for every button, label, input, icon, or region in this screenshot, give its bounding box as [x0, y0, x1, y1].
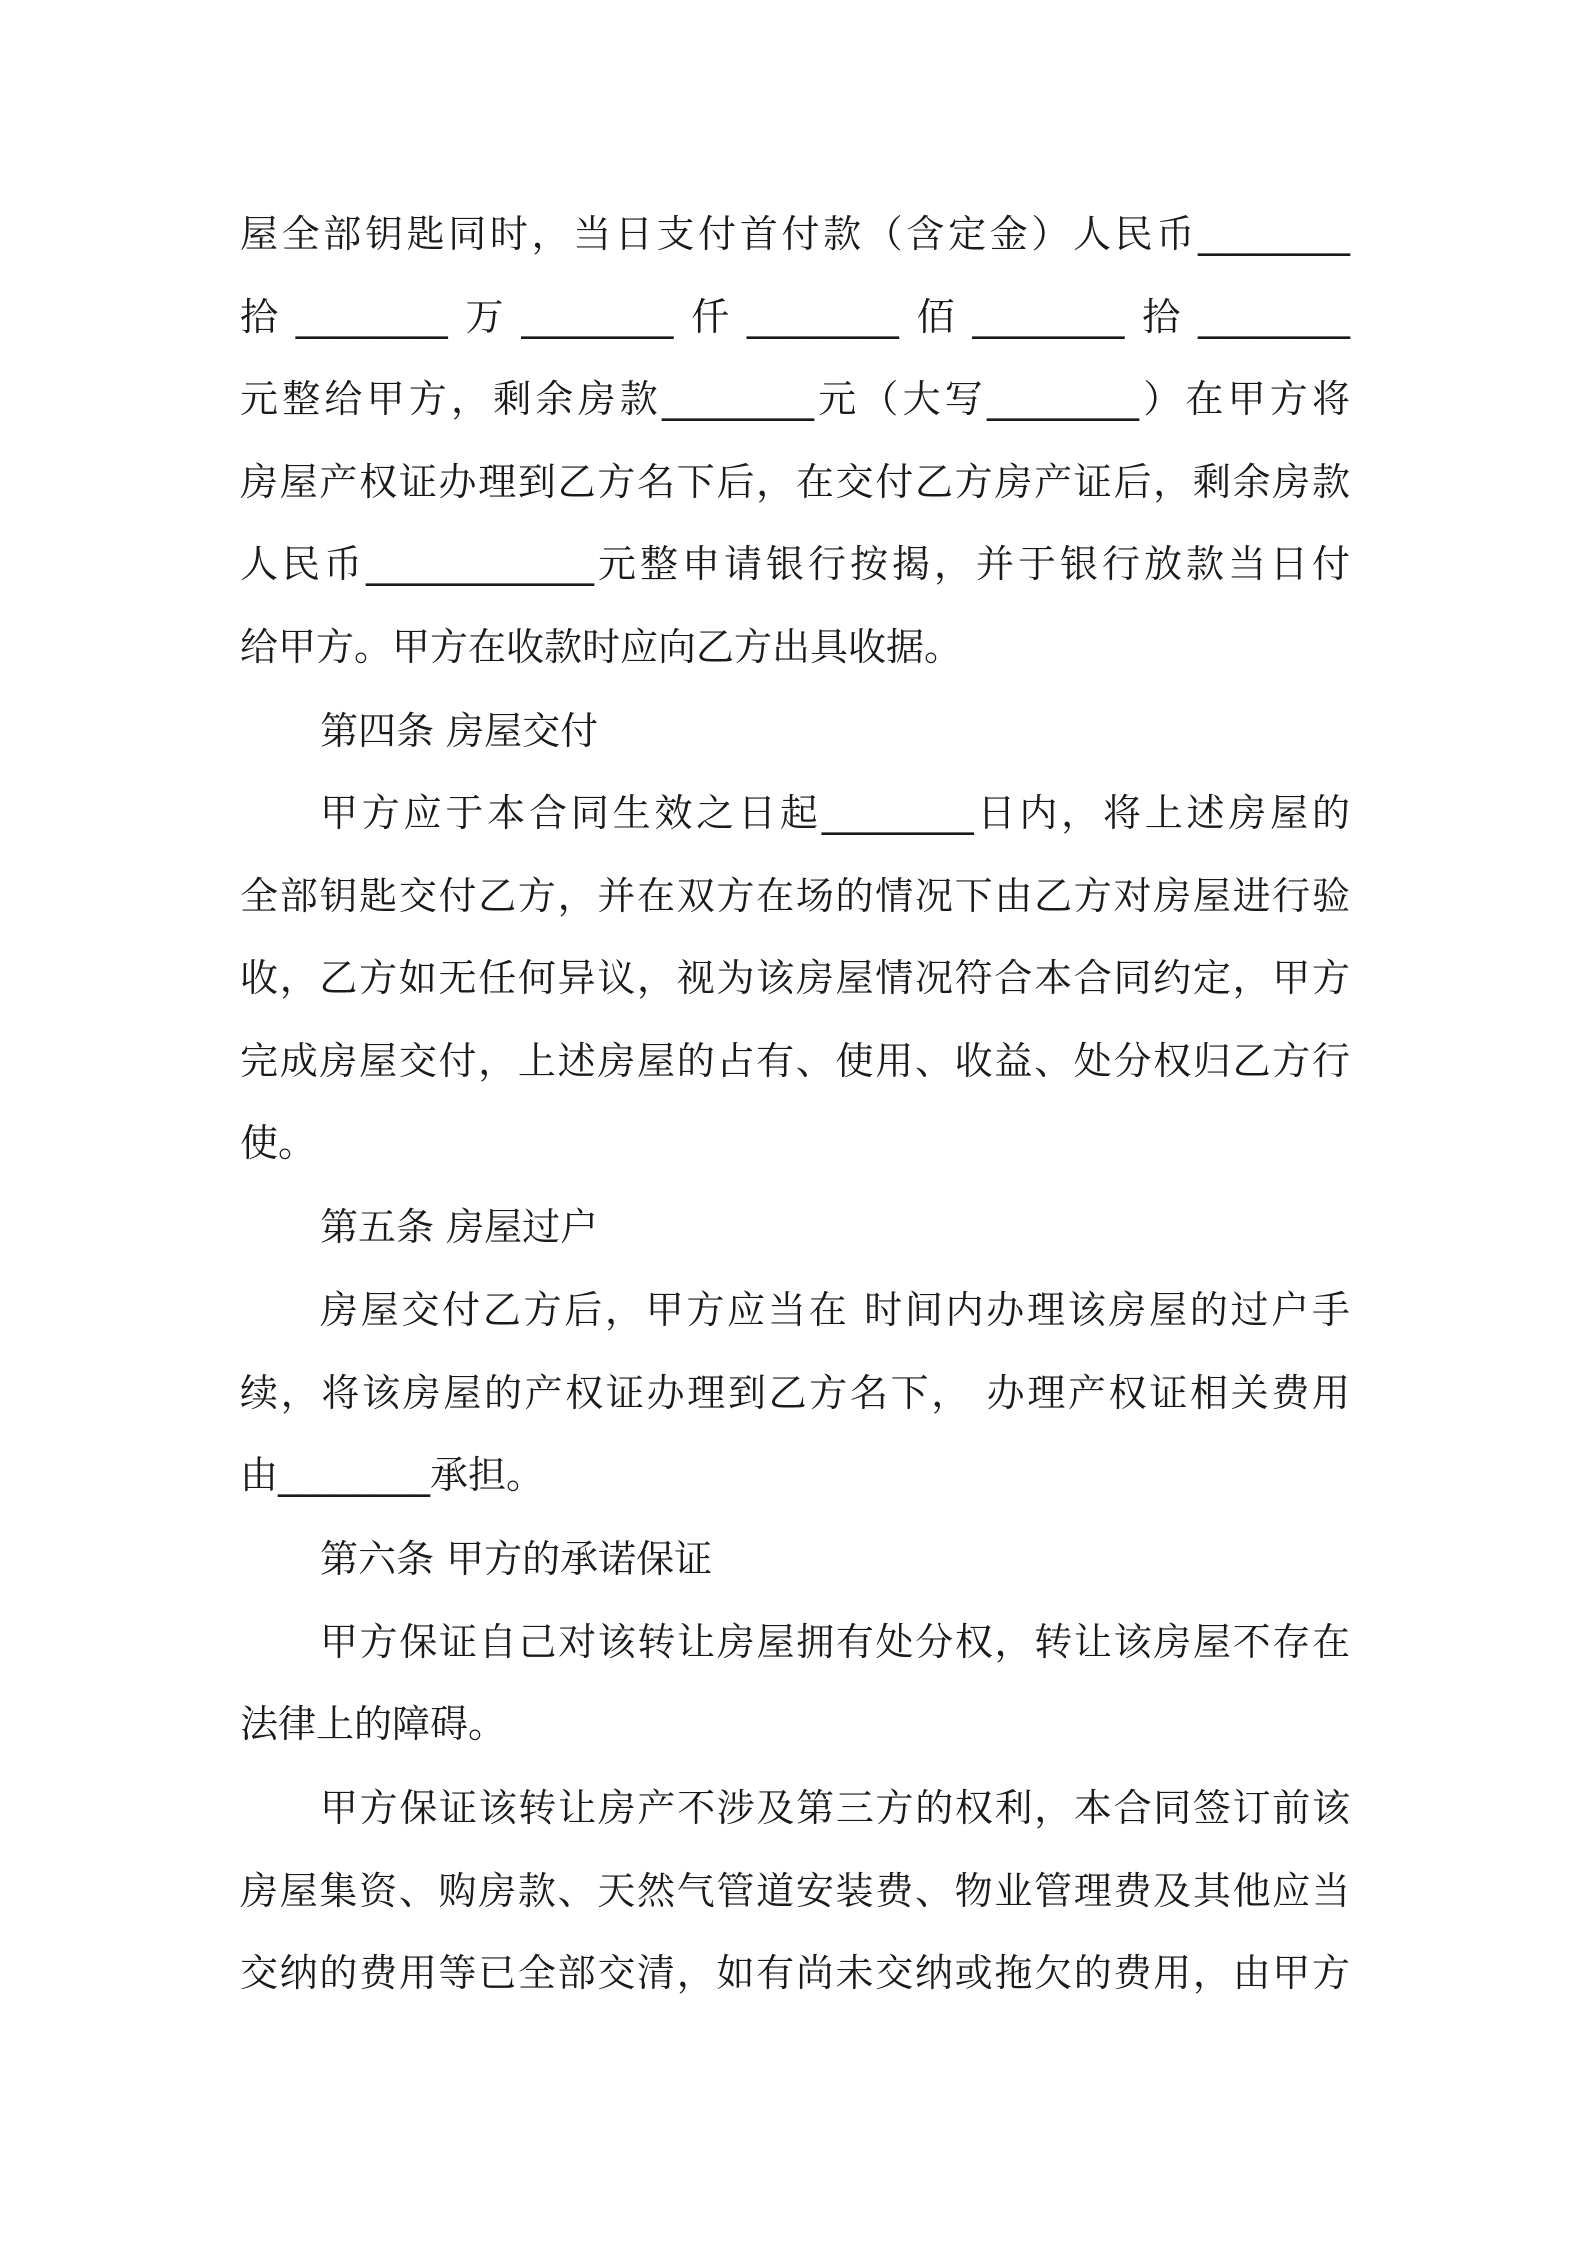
section-heading: 第六条 甲方的承诺保证 — [320, 1537, 713, 1581]
text-line: 续，将该房屋的产权证办理到乙方名下， 办理产权证相关费用 — [240, 1371, 1350, 1415]
section-heading: 第五条 房屋过户 — [320, 1205, 599, 1249]
text-line: 甲方保证自己对该转让房屋拥有处分权，转让该房屋不存在 — [320, 1620, 1350, 1664]
text-line: 屋全部钥匙同时，当日支付首付款（含定金）人民币________ — [240, 212, 1350, 256]
text-line: 法律上的障碍。 — [240, 1702, 507, 1746]
text-line: 甲方保证该转让房产不涉及第三方的权利，本合同签订前该 — [320, 1786, 1350, 1830]
text-line: 使。 — [240, 1121, 317, 1165]
text-line: 房屋交付乙方后，甲方应当在 时间内办理该房屋的过户手 — [320, 1288, 1350, 1332]
text-line: 给甲方。甲方在收款时应向乙方出具收据。 — [240, 625, 963, 669]
text-line: 完成房屋交付，上述房屋的占有、使用、收益、处分权归乙方行 — [240, 1039, 1350, 1083]
text-line: 房屋集资、购房款、天然气管道安装费、物业管理费及其他应当 — [240, 1869, 1350, 1913]
text-line: 房屋产权证办理到乙方名下后，在交付乙方房产证后，剩余房款 — [240, 460, 1350, 504]
text-line: 甲方应于本合同生效之日起________日内，将上述房屋的 — [320, 791, 1350, 835]
text-line: 全部钥匙交付乙方，并在双方在场的情况下由乙方对房屋进行验 — [240, 874, 1350, 918]
text-line: 人民币____________元整申请银行按揭，并于银行放款当日付 — [240, 542, 1350, 586]
text-line: 拾________万________仟________佰________拾________ — [240, 295, 1350, 339]
text-line: 收，乙方如无任何异议，视为该房屋情况符合本合同约定，甲方 — [240, 956, 1350, 1000]
text-line: 交纳的费用等已全部交清，如有尚未交纳或拖欠的费用，由甲方 — [240, 1951, 1350, 1995]
text-line: 由________承担。 — [240, 1453, 545, 1497]
text-line: 元整给甲方，剩余房款________元（大写________）在甲方将 — [240, 377, 1350, 421]
section-heading: 第四条 房屋交付 — [320, 709, 599, 753]
